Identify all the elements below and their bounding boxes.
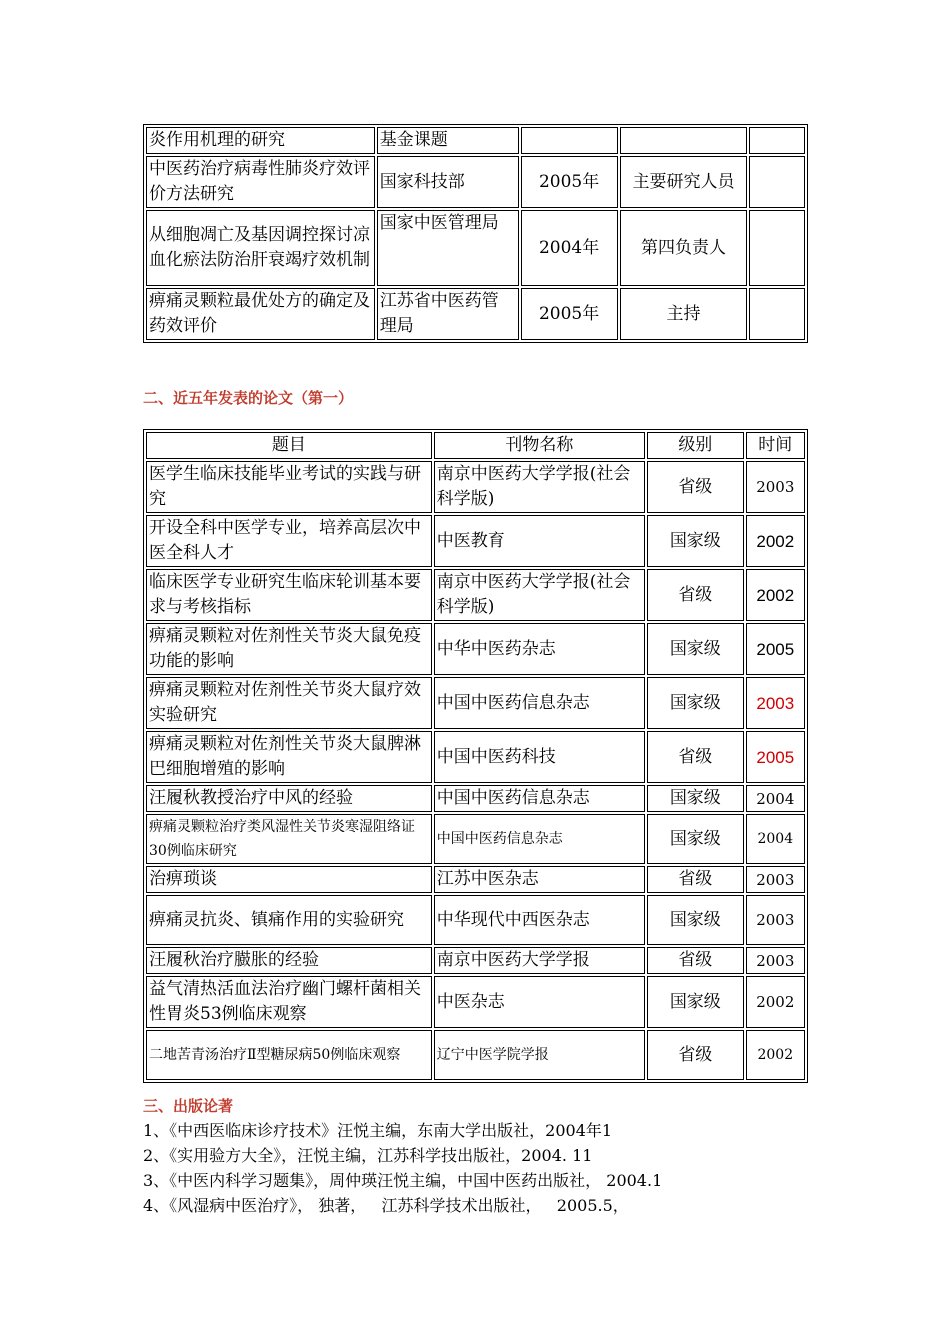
project-note [749, 127, 805, 154]
paper-title: 痹痛灵抗炎、镇痛作用的实验研究 [146, 895, 432, 945]
book-item: 3、《中医内科学习题集》，周仲瑛汪悦主编，中国中医药出版社， 2004.1 [143, 1171, 663, 1190]
paper-level: 省级 [647, 866, 744, 893]
project-role: 主持 [620, 288, 748, 340]
table-row [146, 127, 805, 154]
table-row [146, 677, 805, 729]
paper-title: 汪履秋治疗臌胀的经验 [146, 947, 432, 974]
paper-title: 开设全科中医学专业，培养高层次中医全科人才 [146, 515, 432, 567]
paper-year: 2003 [746, 461, 805, 513]
paper-journal: 中医教育 [434, 515, 645, 567]
paper-title: 医学生临床技能毕业考试的实践与研究 [146, 461, 432, 513]
paper-level: 国家级 [647, 677, 744, 729]
project-note [749, 156, 805, 208]
paper-level: 省级 [647, 947, 744, 974]
table-row [146, 515, 805, 567]
paper-year: 2003 [746, 677, 805, 729]
paper-title: 益气清热活血法治疗幽门螺杆菌相关性胃炎53例临床观察 [146, 976, 432, 1028]
table-row [146, 461, 805, 513]
paper-level: 省级 [647, 569, 744, 621]
paper-year: 2002 [746, 1030, 805, 1080]
paper-journal: 中国中医药信息杂志 [434, 814, 645, 864]
paper-level: 国家级 [647, 785, 744, 812]
paper-title: 二地苦青汤治疗Ⅱ型糖尿病50例临床观察 [146, 1030, 432, 1080]
table-row [146, 288, 805, 340]
paper-title: 痹痛灵颗粒对佐剂性关节炎大鼠脾淋巴细胞增殖的影响 [146, 731, 432, 783]
paper-year: 2004 [746, 814, 805, 864]
table-row [146, 785, 805, 812]
paper-year: 2002 [746, 976, 805, 1028]
paper-year: 2002 [746, 569, 805, 621]
paper-year: 2004 [746, 785, 805, 812]
paper-title: 汪履秋教授治疗中风的经验 [146, 785, 432, 812]
column-header: 级别 [647, 432, 744, 459]
project-source: 基金课题 [377, 127, 519, 154]
project-source: 国家科技部 [377, 156, 519, 208]
table-row [146, 569, 805, 621]
table-row [146, 623, 805, 675]
paper-level: 国家级 [647, 515, 744, 567]
paper-journal: 南京中医药大学学报(社会科学版) [434, 461, 645, 513]
project-role [620, 127, 748, 154]
section-heading-papers: 二、近五年发表的论文（第一） [143, 389, 354, 407]
table-row [146, 731, 805, 783]
paper-title: 痹痛灵颗粒治疗类风湿性关节炎寒湿阻络证30例临床研究 [146, 814, 432, 864]
table-row [146, 947, 805, 974]
paper-level: 国家级 [647, 623, 744, 675]
paper-year: 2003 [746, 895, 805, 945]
project-title: 炎作用机理的研究 [146, 127, 375, 154]
paper-journal: 南京中医药大学学报 [434, 947, 645, 974]
paper-title: 临床医学专业研究生临床轮训基本要求与考核指标 [146, 569, 432, 621]
table-row [146, 895, 805, 945]
project-note [749, 210, 805, 286]
paper-title: 治痹琐谈 [146, 866, 432, 893]
table-row [146, 210, 805, 286]
table-row [146, 814, 805, 864]
paper-level: 国家级 [647, 976, 744, 1028]
paper-title: 痹痛灵颗粒对佐剂性关节炎大鼠疗效实验研究 [146, 677, 432, 729]
column-header: 刊物名称 [434, 432, 645, 459]
project-title: 中医药治疗病毒性肺炎疗效评价方法研究 [146, 156, 375, 208]
paper-title: 痹痛灵颗粒对佐剂性关节炎大鼠免疫功能的影响 [146, 623, 432, 675]
project-title: 从细胞凋亡及基因调控探讨凉血化瘀法防治肝衰竭疗效机制 [146, 210, 375, 286]
project-year: 2004年 [521, 210, 618, 286]
table-row [146, 1030, 805, 1080]
column-header: 题目 [146, 432, 432, 459]
section-heading-books: 三、出版论著 [143, 1097, 234, 1115]
table-row [146, 156, 805, 208]
paper-journal: 中国中医药信息杂志 [434, 677, 645, 729]
project-source: 江苏省中医药管理局 [377, 288, 519, 340]
paper-level: 省级 [647, 1030, 744, 1080]
project-year: 2005年 [521, 288, 618, 340]
project-year: 2005年 [521, 156, 618, 208]
book-item: 2、《实用验方大全》，汪悦主编，江苏科学技出版社，2004. 11 [143, 1146, 593, 1165]
paper-journal: 中国中医药科技 [434, 731, 645, 783]
paper-level: 国家级 [647, 814, 744, 864]
paper-journal: 中华现代中西医杂志 [434, 895, 645, 945]
projects-table [143, 124, 808, 343]
paper-year: 2005 [746, 731, 805, 783]
book-item: 4、《风湿病中医治疗》， 独著， 江苏科学技术出版社， 2005.5， [143, 1196, 629, 1215]
paper-journal: 南京中医药大学学报(社会科学版) [434, 569, 645, 621]
project-role: 第四负责人 [620, 210, 748, 286]
table-header-row [146, 432, 805, 459]
paper-year: 2003 [746, 947, 805, 974]
paper-level: 省级 [647, 731, 744, 783]
table-row [146, 866, 805, 893]
paper-journal: 中华中医药杂志 [434, 623, 645, 675]
project-source: 国家中医管理局 [377, 210, 519, 286]
paper-year: 2002 [746, 515, 805, 567]
paper-journal: 中医杂志 [434, 976, 645, 1028]
project-note [749, 288, 805, 340]
project-year [521, 127, 618, 154]
column-header: 时间 [746, 432, 805, 459]
project-title: 痹痛灵颗粒最优处方的确定及药效评价 [146, 288, 375, 340]
paper-level: 省级 [647, 461, 744, 513]
paper-year: 2005 [746, 623, 805, 675]
paper-journal: 辽宁中医学院学报 [434, 1030, 645, 1080]
project-role: 主要研究人员 [620, 156, 748, 208]
table-row [146, 976, 805, 1028]
papers-table [143, 429, 808, 1083]
book-item: 1、《中西医临床诊疗技术》汪悦主编，东南大学出版社，2004年1 [143, 1121, 613, 1140]
paper-level: 国家级 [647, 895, 744, 945]
paper-journal: 中国中医药信息杂志 [434, 785, 645, 812]
paper-journal: 江苏中医杂志 [434, 866, 645, 893]
paper-year: 2003 [746, 866, 805, 893]
